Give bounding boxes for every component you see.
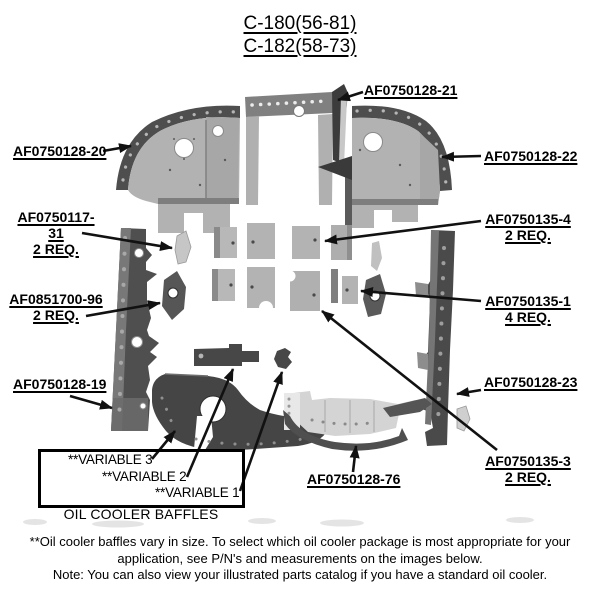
part-af0750117-31	[175, 231, 191, 264]
quantity: 2 REQ.	[505, 227, 551, 243]
part-number: AF0750128-76	[307, 471, 401, 487]
callout-af0750128-20[interactable]	[13, 143, 106, 159]
callout-af0750135-3[interactable]	[482, 453, 574, 485]
part-number: AF0750128-23	[484, 374, 578, 390]
part-number: AF0750128-20	[13, 143, 107, 159]
callout-af0750117-31[interactable]	[10, 209, 102, 257]
callout-af0750135-1[interactable]	[482, 293, 574, 325]
part-number: AF0750135-3	[485, 453, 571, 469]
callout-af0750128-22[interactable]	[484, 148, 577, 164]
part-number: AF0750128-21	[364, 82, 458, 98]
part-af0750128-20	[116, 106, 240, 233]
callout-af0750128-23[interactable]	[484, 374, 577, 390]
title-line-1: C-180(56-81)	[243, 13, 357, 34]
part-af0750128-23	[415, 230, 455, 446]
part-variable-1	[274, 348, 292, 369]
legend-caption: OIL COOLER BAFFLES	[63, 506, 219, 522]
footnote	[0, 534, 600, 584]
footnote-line-3: Note: You can also view your illustrated parts catalog if you have a standard oil cooler.	[52, 567, 548, 582]
footnote-line-2: application, see P/N's and measurements on the images below.	[117, 550, 483, 566]
part-number: AF0750135-4	[485, 211, 571, 227]
quantity: 2 REQ.	[33, 241, 79, 257]
quantity: 2 REQ.	[33, 307, 79, 323]
part-number: AF0750128-19	[13, 376, 107, 392]
part-variable-2	[194, 344, 259, 366]
legend-variable-2: **VARIABLE 2	[102, 469, 187, 484]
title-line-2: C-182(58-73)	[243, 36, 357, 57]
part-number: AF0750135-1	[485, 293, 571, 309]
quantity: 4 REQ.	[505, 309, 551, 325]
part-number: AF0750117-31	[17, 209, 95, 241]
legend-variable-3: **VARIABLE 3	[68, 452, 153, 467]
part-number: AF0851700-96	[9, 291, 103, 307]
callout-af0750128-21[interactable]	[364, 82, 457, 98]
callout-af0750128-76[interactable]	[307, 471, 400, 487]
quantity: 2 REQ.	[505, 469, 551, 485]
part-af0851700-96	[162, 271, 186, 320]
callout-af0750128-19[interactable]	[13, 376, 106, 392]
callout-af0851700-96[interactable]	[8, 291, 104, 323]
page-title	[220, 12, 380, 58]
legend-variable-1: **VARIABLE 1	[155, 485, 240, 500]
callout-af0750135-4[interactable]	[482, 211, 574, 243]
part-number: AF0750128-22	[484, 148, 578, 164]
part-af0750128-19	[111, 228, 159, 431]
footnote-line-1: **Oil cooler baffles vary in size. To select which oil cooler package is most appropriate for your	[29, 534, 571, 549]
part-af0750128-21	[245, 84, 348, 205]
